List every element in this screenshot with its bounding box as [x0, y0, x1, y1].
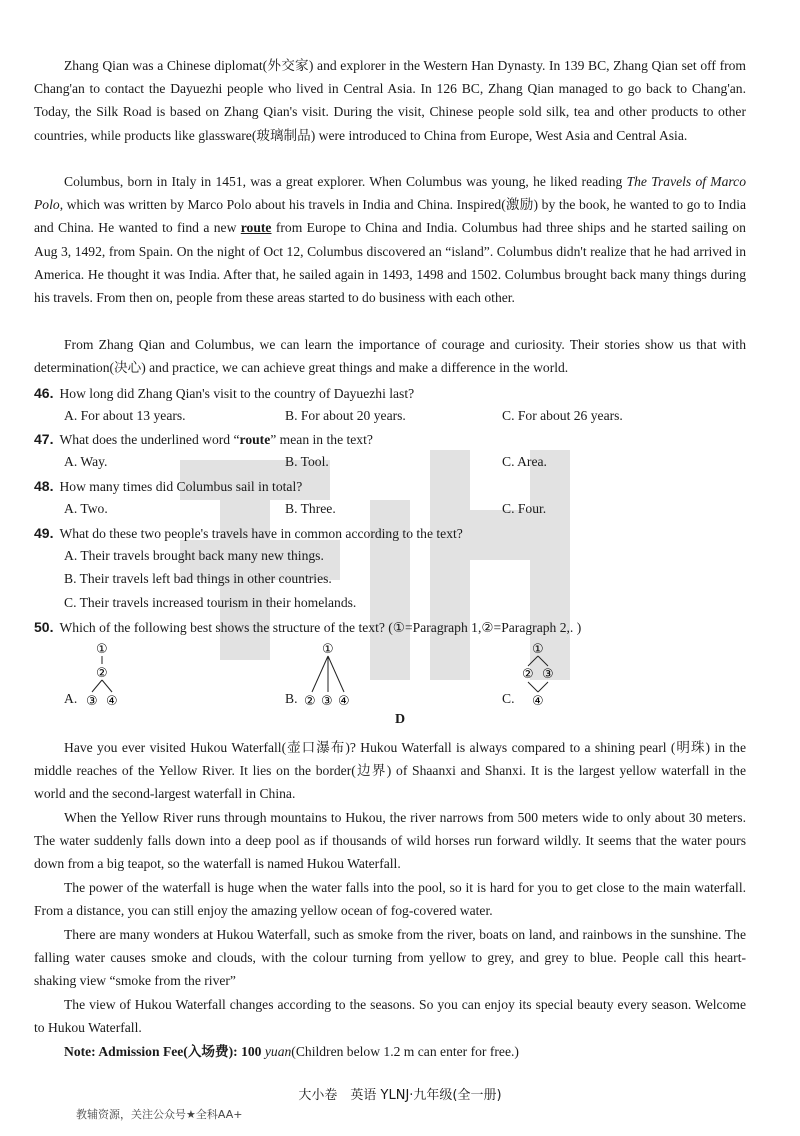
node-2: ② — [96, 666, 108, 681]
passage-c-paragraph-3: From Zhang Qian and Columbus, we can learn the importance of courage and curiosity. Their stories show us that with determination(决心) and practice, we can achieve great things and make a difference in the world. — [34, 337, 746, 376]
node-1: ① — [96, 642, 108, 657]
q50-option-c: C. — [502, 691, 515, 706]
passage-d-paragraph-4: There are many wonders at Hukou Waterfall, such as smoke from the river, boats on land, and rainbows in the sunshine. The falling water causes smoke and clouds, with the colour turning from yellow to grey, and grey to blue. People call this heart-shaking view “smoke from the river” — [34, 927, 746, 989]
passage-d-paragraph-1: Have you ever visited Hukou Waterfall(壶口瀑布)? Hukou Waterfall is always compared to a shining pearl (明珠) in the middle reaches of the Yellow River. It lies on the border(边界) of Shaanxi and Shanxi. It is the largest yellow waterfall in the world and the second-largest waterfall in China. — [34, 740, 746, 802]
q49-option-b: B. Their travels left bad things in other countries. — [64, 571, 332, 586]
node-3: ③ — [321, 694, 333, 709]
question-50: 50. Which of the following best shows the structure of the text? (①=Paragraph 1,②=Paragraph 2,. ) — [34, 619, 582, 635]
q49-option-a: A. Their travels brought back many new things. — [64, 548, 324, 563]
q50-option-a: A. — [64, 691, 78, 706]
passage-d-paragraph-5: The view of Hukou Waterfall changes according to the seasons. So you can enjoy its special beauty every season. Welcome to Hukou Waterfall. — [34, 997, 746, 1036]
q48-option-b: B. Three. — [285, 501, 336, 516]
question-48: 48. How many times did Columbus sail in total? — [34, 478, 303, 494]
node-4: ④ — [338, 694, 350, 709]
q48-option-a: A. Two. — [64, 501, 108, 516]
q48-option-c: C. Four. — [502, 501, 547, 516]
page-footer: 大小卷 英语 YLNJ·九年级(全一册) — [298, 1088, 502, 1103]
p2-text-c: from Europe to China and India. Columbus had three ships and he started sailing on Aug 3, 1492, from Spain. On the night of Oct 12, Columbus discovered an “island”. Columbus didn't realize that he had arrived in America. He thought it was India. After that, he sailed again in 1493, 1498 and 1502. Columbus brought back many things during his travels. From then on, people from these areas started to do business with each other. — [34, 220, 746, 306]
section-d-heading: D — [394, 712, 406, 727]
q47-option-c: C. Area. — [502, 454, 547, 469]
passage-d-paragraph-3: The power of the waterfall is huge when the water falls into the pool, so it is hard for you to get close to the main waterfall. From a distance, you can still enjoy the amazing yellow ocean of fog-covered water. — [34, 880, 746, 919]
p2-text-a: Columbus, born in Italy in 1451, was a great explorer. When Columbus was young, he liked reading — [64, 174, 627, 189]
q46-option-b: B. For about 20 years. — [285, 408, 406, 423]
node-4: ④ — [106, 694, 118, 709]
q50-option-b: B. — [285, 691, 298, 706]
book-title: The Travels of Marco Polo — [34, 174, 747, 213]
footer-watermark-text: 教辅资源，关注公众号★全科AA+ — [76, 1108, 243, 1121]
admission-note: Note: Admission Fee(入场费): 100 yuan(Children below 1.2 m can enter for free.) — [64, 1044, 519, 1059]
q46-option-c: C. For about 26 years. — [502, 408, 623, 423]
question-46: 46. How long did Zhang Qian's visit to the country of Dayuezhi last? — [34, 385, 415, 401]
question-47: 47. What does the underlined word “route” mean in the text? — [34, 431, 373, 447]
underlined-word-route: route — [240, 220, 272, 236]
q47-option-b: B. Tool. — [285, 454, 329, 469]
node-1: ① — [532, 642, 544, 657]
structure-diagram-c — [518, 640, 568, 712]
q47-option-a: A. Way. — [64, 454, 108, 469]
node-1: ① — [322, 642, 334, 657]
node-2: ② — [304, 694, 316, 709]
structure-diagram-b — [300, 640, 360, 712]
node-4: ④ — [532, 694, 544, 709]
q46-option-a: A. For about 13 years. — [64, 408, 186, 423]
passage-c-paragraph-2 — [34, 170, 746, 309]
structure-diagram-a — [82, 640, 132, 712]
node-3: ③ — [542, 667, 554, 682]
passage-c-paragraph-1: Zhang Qian was a Chinese diplomat(外交家) and explorer in the Western Han Dynasty. In 139 BC, Zhang Qian set off from Chang'an to contact the Dayuezhi people who lived in Central Asia. In 126 BC, Zhang Qian managed to go back to Chang'an. Today, the Silk Road is based on Zhang Qian's visit. During the visit, Chinese people sold silk, tea and other products to other countries, while products like glassware(玻璃制品) were introduced to China from Europe, West Asia and Central Asia. — [34, 58, 746, 143]
passage-d-paragraph-2: When the Yellow River runs through mountains to Hukou, the river narrows from 500 meters wide to only about 30 meters. The water suddenly falls down into a deep pool as if thousands of wild horses run forward wildly. It seems that the water pours down from a big teapot, so the waterfall is named Hukou Waterfall. — [34, 810, 746, 872]
node-3: ③ — [86, 694, 98, 709]
question-49: 49. What do these two people's travels have in common according to the text? — [34, 525, 463, 541]
p2-text-b: , which was written by Marco Polo about his travels in India and China. Inspired(激励) by the book, he wanted to go to India and China. He wanted to find a new — [34, 197, 746, 236]
q49-option-c: C. Their travels increased tourism in their homelands. — [64, 595, 357, 610]
node-2: ② — [522, 667, 534, 682]
